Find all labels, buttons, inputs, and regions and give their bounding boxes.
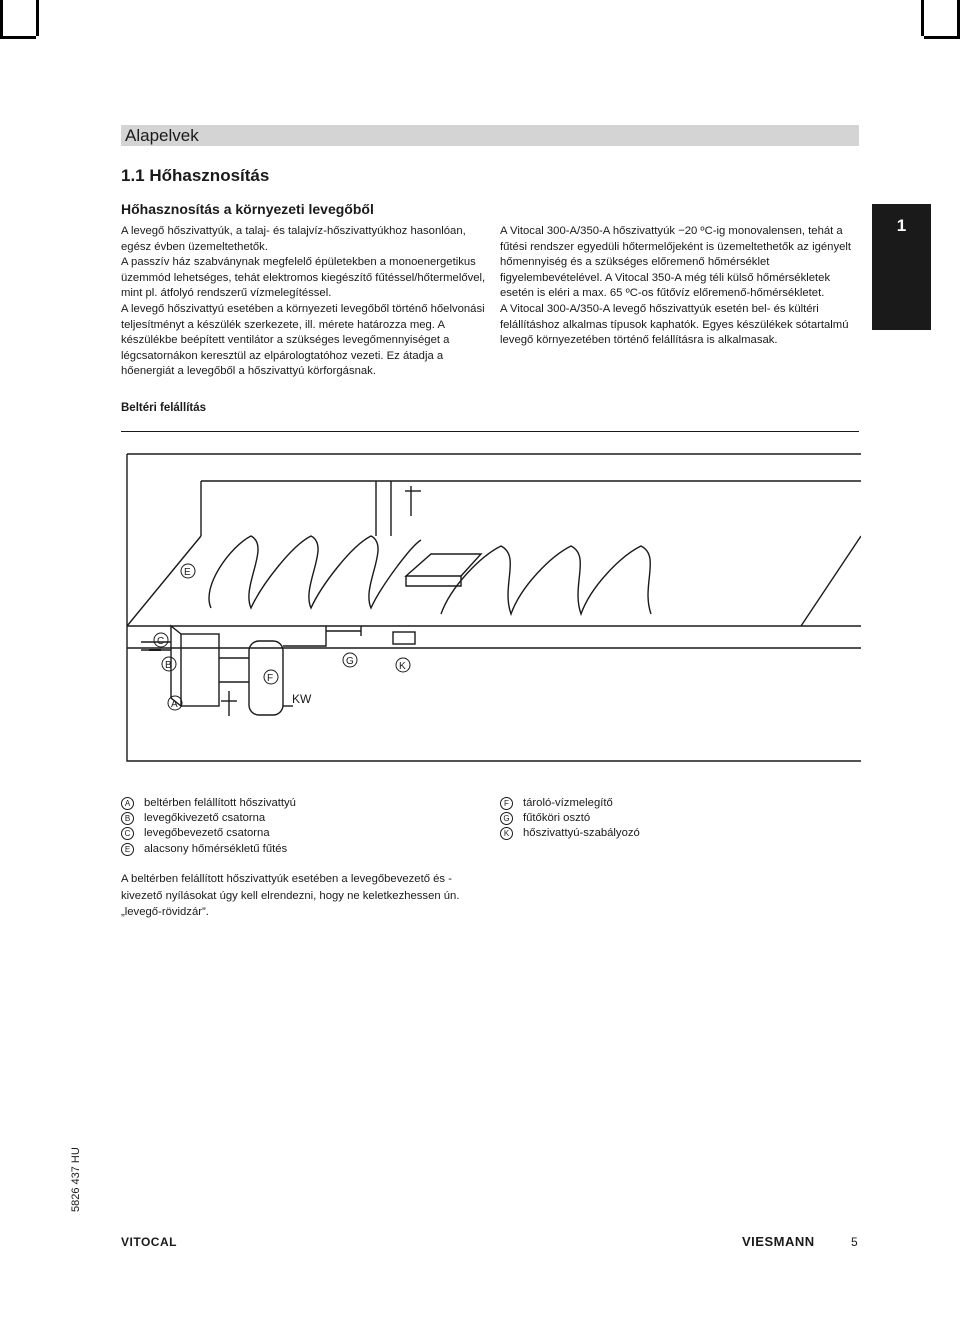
note-paragraph: A beltérben felállított hőszivattyúk esetében a levegőbevezető és -kivezető nyílásokat úgy kell elrendezni, hogy ne keletkezhessen ún. „levegő-rövidzár”. xyxy=(121,873,460,918)
label-k: K xyxy=(399,661,406,672)
label-g: G xyxy=(346,656,354,667)
paragraph: A Vitocal 300-A/350-A hőszivattyúk −20 ºC-ig monovalensen, tehát a fűtési rendszer egyedüli hőtermelőjeként is üzemeltethetők az igényelt hőmennyiség és a szükséges előremenő hőmérséklet figyelembevételével. A Vitocal 350-A még téli külső hőmérsékletek esetén is eléri a max. 65 ºC-os fűtővíz előremenő-hőmérsékletet. xyxy=(500,225,852,300)
label-b: B xyxy=(165,660,172,671)
page-number: 5 xyxy=(851,1235,858,1249)
legend-item: K hőszivattyú-szabályozó xyxy=(500,826,640,841)
legend-item: E alacsony hőmérsékletű fűtés xyxy=(121,842,296,857)
crop-mark xyxy=(921,0,924,36)
crop-mark xyxy=(36,0,39,36)
label-kw: KW xyxy=(292,692,312,706)
paragraph: A passzív ház szabványnak megfelelő épületekben a monoenergetikus üzemmód lehetséges, tehát elektromos kiegészítő fűtéssel/hőtermelővel, mint pl. átfolyó rendszerű vízmelegítéssel. xyxy=(121,256,486,300)
legend-item: A beltérben felállított hőszivattyú xyxy=(121,796,296,811)
right-column xyxy=(500,224,862,349)
label-e: E xyxy=(184,567,191,578)
crop-mark xyxy=(0,0,3,36)
figure-heading: Beltéri felállítás xyxy=(121,402,207,414)
paragraph: A Vitocal 300-A/350-A levegő hőszivattyúk esetén bel- és kültéri felállításhoz alkalmas típusok kaphatók. Egyes készülékek sótartalmú levegő környezetében történő felállításra is alkalmasak. xyxy=(500,302,849,347)
legend-right xyxy=(500,796,640,842)
legend-item: B levegőkivezető csatorna xyxy=(121,811,296,826)
legend-item: C levegőbevezető csatorna xyxy=(121,826,296,841)
legend-left xyxy=(121,796,296,857)
crop-mark xyxy=(924,36,960,39)
label-a: A xyxy=(171,699,178,710)
left-column xyxy=(121,224,487,380)
divider xyxy=(121,431,859,432)
installation-diagram xyxy=(121,436,861,786)
section-title-bar: Alapelvek xyxy=(121,125,859,146)
sub-heading: Hőhasznosítás a környezeti levegőből xyxy=(121,201,374,217)
crop-mark xyxy=(0,36,36,39)
legend-item: F tároló-vízmelegítő xyxy=(500,796,640,811)
paragraph: A levegő hőszivattyúk, a talaj- és talajvíz-hőszivattyúkhoz hasonlóan, egész évben üzemeltethetők. xyxy=(121,225,466,253)
company-logo: VIESMANN xyxy=(742,1234,815,1249)
chapter-title: 1.1 Hőhasznosítás xyxy=(121,166,270,185)
product-brand: VITOCAL xyxy=(121,1235,177,1249)
label-c: C xyxy=(157,636,165,647)
doc-number: 5826 437 HU xyxy=(70,1147,82,1212)
label-f: F xyxy=(267,673,274,684)
chapter-tab: 1 xyxy=(872,204,931,330)
paragraph: A levegő hőszivattyú esetében a környezeti levegőből történő hőelvonási teljesítményt a készülék szerkezete, ill. mérete határozza meg. A készülékbe beépített ventilátor a szükséges levegőmennyiséget a légcsatornákon keresztül az elpárologtatóhoz vezeti. Ez átadja a hőenergiát a levegőből a hőszivattyú körforgásnak. xyxy=(121,302,485,378)
legend-item: G fűtőköri osztó xyxy=(500,811,640,826)
